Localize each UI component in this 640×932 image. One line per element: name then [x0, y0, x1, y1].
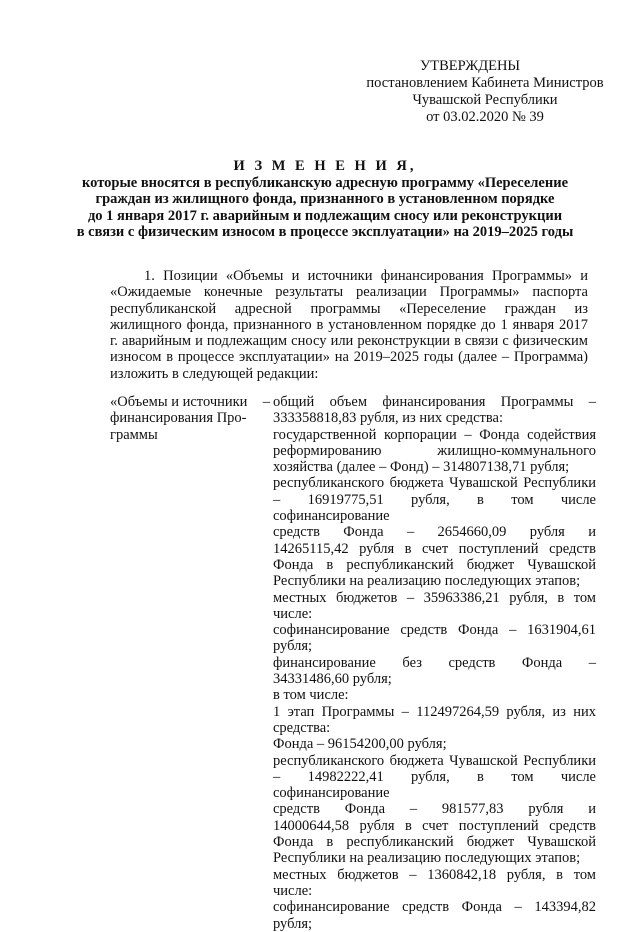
label-dash: –: [262, 394, 270, 410]
financing-details: [273, 394, 596, 932]
label-line-2: финансирования Про-: [110, 410, 247, 427]
stage-1-local: местных бюджетов – 1360842,18 рубля, в том числе:: [273, 866, 596, 899]
title-line-3: до 1 января 2017 г. аварийным и подлежащим сносу или реконструкции: [87, 207, 563, 224]
fund-financing: государственной корпорации – Фонда содействия реформированию жилищно-коммунального хозяйства (далее – Фонд) – 314807138,71 рубля;: [273, 426, 596, 476]
title-line-2: граждан из жилищного фонда, признанного в установленном порядке: [95, 191, 555, 207]
position-label: [110, 394, 270, 443]
total-financing: общий объем финансирования Программы – 333358818,83 рубля, из них средства:: [273, 394, 596, 427]
title-line-4: в связи с физическим износом в процессе эксплуатации» на 2019–2025 годы: [76, 224, 574, 240]
republic-budget: республиканского бюджета Чувашской Республики – 16919775,51 рубля, в том числе софинансирование: [273, 475, 596, 525]
local-nonfund-line: финансирование без средств Фонда –: [273, 654, 596, 671]
approval-stamp: [360, 58, 610, 126]
intro-paragraph: [110, 268, 588, 382]
stage-1-total: 1 этап Программы – 112497264,59 рубля, из них средства:: [273, 703, 596, 736]
approval-heading: УТВЕРЖДЕНЫ: [420, 58, 521, 74]
stage-1-republic-tail: 14000644,58 рубля в счет поступлений средств Фонда в республиканский бюджет Чувашской Республики на реализацию последующих этапов;: [273, 817, 596, 867]
including-label: в том числе:: [273, 687, 349, 704]
title-line-1: которые вносятся в республиканскую адресную программу «Переселение: [81, 174, 569, 191]
local-budgets: местных бюджетов – 35963386,21 рубля, в том числе:: [273, 589, 596, 622]
stage-1-local-cofinancing: софинансирование средств Фонда – 143394,82 рубля;: [273, 899, 596, 932]
document-title: [60, 158, 590, 241]
stage-1-republic: республиканского бюджета Чувашской Республики – 14982222,41 рубля, в том числе софинансирование: [273, 752, 596, 802]
label-line-1: «Объемы и источники: [110, 394, 248, 410]
intro-text: 1. Позиции «Объемы и источники финансирования Программы» и «Ожидаемые конечные результаты реализации Программы» паспорта республиканской адресной программы «Переселение граждан из жилищного фонда, признанного в установленном порядке до 1 января 2017 г. аварийным и подлежащим сносу или реконструкции в связи с физическим износом в процессе эксплуатации» на 2019–2025 годы (далее – Программа) изложить в следующей редакции:: [110, 268, 588, 382]
approval-date-number: от 03.02.2020 № 39: [426, 109, 544, 125]
approval-line-2: постановлением Кабинета Министров: [366, 75, 604, 91]
republic-budget-tail: 14265115,42 рубля в счет поступлений средств Фонда в республиканский бюджет Чувашской Республики на реализацию последующих этапов;: [273, 540, 596, 590]
republic-cofinancing-line: средств Фонда – 2654660,09 рубля и: [273, 524, 596, 541]
label-line-3: граммы: [110, 426, 158, 443]
local-cofinancing: софинансирование средств Фонда – 1631904,61 рубля;: [273, 622, 596, 655]
stage-1-cofinancing-line: средств Фонда – 981577,83 рубля и: [273, 801, 596, 818]
local-nonfund-amount: 34331486,60 рубля;: [273, 671, 392, 688]
stage-1-fund: Фонда – 96154200,00 рубля;: [273, 736, 447, 753]
approval-line-3: Чувашской Республики: [412, 92, 558, 108]
title-caption: И З М Е Н Е Н И Я,: [233, 158, 417, 174]
